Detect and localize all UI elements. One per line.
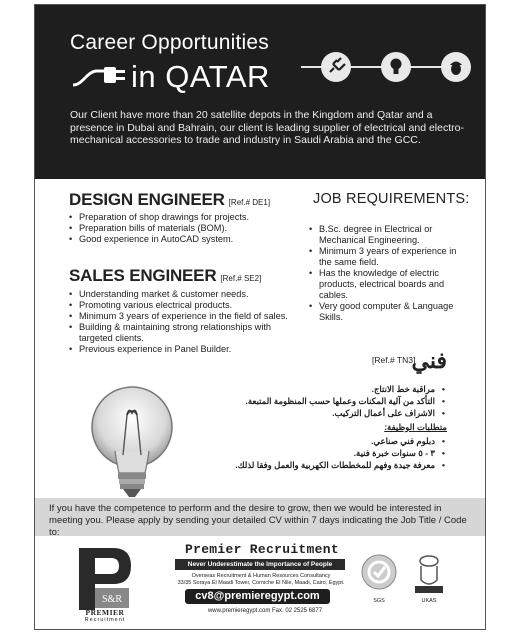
header-banner (35, 5, 486, 179)
website-fax[interactable]: www.premieregypt.com Fax. 02 2525 6877 (207, 608, 323, 614)
company-intro: Our Client have more than 20 satellite depots in the Kingdom and Qatar and a presence in Dubai and Bahrain, our client is leading supplier of electrical and electro-mechanical accessories to trade and industry in Saudi Arabia and the GCC. (70, 109, 464, 146)
plug-cable-icon (71, 65, 129, 91)
ukas-certification-icon (409, 552, 449, 596)
company-address: 33/35 Soraya El Maadi Tower, Corniche El Nile, Maadi, Cairo, Egypt. (177, 580, 345, 586)
light-bulb-illustration (83, 385, 181, 501)
sales-engineer-list (67, 289, 307, 355)
technician-title: فني (411, 348, 447, 373)
list-item: • التأكد من آلية المكنات وعملها حسب المنظومة المتبعة. (227, 395, 447, 407)
list-item: • ٣ - ٥ سنوات خبرة فنية. (227, 447, 447, 459)
list-item: • معرفة جيدة وفهم للمخططات الكهربية والعمل وفقا لذلك. (227, 459, 447, 471)
technician-requirements-title: متطلبات الوظيفة: (384, 422, 447, 432)
technician-ref: [Ref.# TN3] (372, 355, 416, 365)
company-tagline: Never Underestimate the Importance of People (175, 559, 345, 570)
list-item: • Preparation bills of materials (BOM). (67, 223, 307, 234)
logo-name: PREMIER (85, 608, 125, 617)
technician-duties (227, 383, 447, 471)
job-advertisement (34, 4, 486, 630)
list-item: • دبلوم فني صناعي. (227, 435, 447, 447)
list-item: • Preparation of shop drawings for projects. (67, 212, 307, 223)
list-item: • الاشراف على أعمال التركيب. (227, 407, 447, 419)
list-item: • Minimum 3 years of experience in the same field. (307, 246, 457, 268)
sales-engineer-title: SALES ENGINEER (69, 266, 217, 285)
job-requirements-heading: JOB REQUIREMENTS: (313, 191, 470, 207)
logo-sub: Recruitment (84, 617, 126, 623)
design-engineer-heading (69, 190, 270, 210)
header-icons (301, 52, 471, 82)
plug-icon (321, 52, 351, 82)
list-item: • Building & maintaining strong relationships with targeted clients. (67, 322, 307, 344)
sales-engineer-ref: [Ref.# SE2] (220, 274, 262, 283)
company-desc-line1: Overseas Recruitment & Human Resources Consultancy (191, 573, 331, 579)
design-engineer-list (67, 212, 307, 245)
footer (35, 536, 486, 630)
sgs-certification-icon (357, 552, 401, 596)
ukas-label: UKAS (421, 598, 437, 604)
list-item: • Has the knowledge of electric products, electrical boards and cables. (307, 268, 457, 301)
design-engineer-ref: [Ref.# DE1] (228, 198, 271, 207)
list-item: • Promoting various electrical products. (67, 300, 307, 311)
list-item: • مراقبة خط الانتاج. (227, 383, 447, 395)
title-in-qatar: in QATAR (131, 59, 270, 94)
list-item: • Previous experience in Panel Builder. (67, 344, 307, 355)
bulb-icon (381, 52, 411, 82)
job-requirements-list (307, 224, 457, 323)
sales-engineer-heading (69, 266, 261, 286)
company-description (175, 573, 347, 587)
list-item: • Understanding market & customer needs. (67, 289, 307, 300)
logo-letters: S&R (101, 594, 123, 605)
company-name: Premier Recruitment (185, 542, 339, 557)
list-item: • B.Sc. degree in Electrical or Mechanical Engineering. (307, 224, 457, 246)
design-engineer-title: DESIGN ENGINEER (69, 190, 225, 209)
premier-logo (73, 544, 135, 614)
sgs-label: SGS (373, 598, 385, 604)
list-item: • Minimum 3 years of experience in the field of sales. (67, 311, 307, 322)
acorn-icon (441, 52, 471, 82)
title-career-opportunities: Career Opportunities (70, 31, 269, 54)
application-instructions: If you have the competence to perform and the desire to grow, then we would be interested in meeting you. Please apply by sending your detailed CV within 7 days indicating the Job Title / Code to: (35, 498, 486, 536)
list-item: • Very good computer & Language Skills. (307, 301, 457, 323)
list-item: • Good experience in AutoCAD system. (67, 234, 307, 245)
contact-email[interactable]: cv8@premieregypt.com (185, 589, 330, 604)
